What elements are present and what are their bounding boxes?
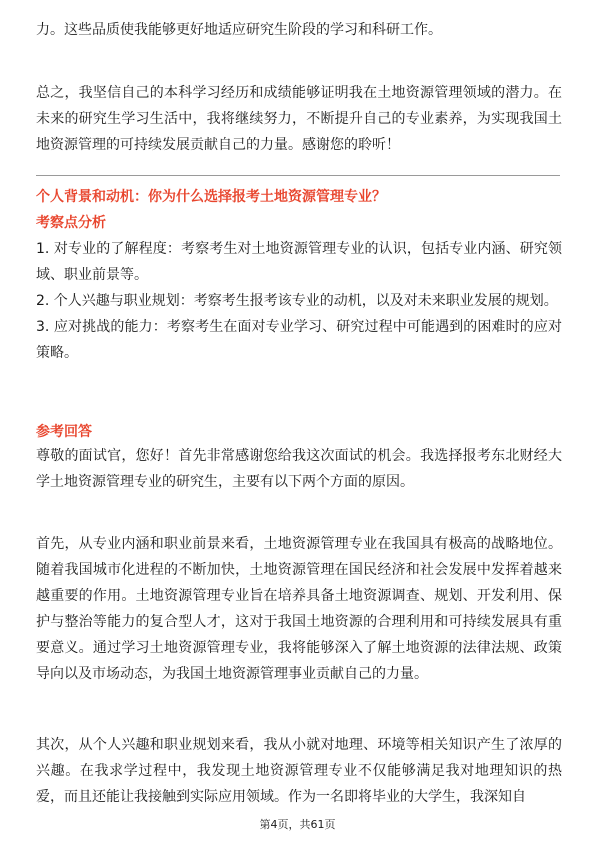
question-heading: 个人背景和动机：你为什么选择报考土地资源管理专业？ bbox=[36, 189, 386, 205]
intro-tail-paragraph: 力。这些品质使我能够更好地适应研究生阶段的学习和科研工作。 bbox=[36, 22, 442, 38]
page-number: 第4页，共61页 bbox=[259, 818, 336, 831]
points-heading: 考察点分析 bbox=[36, 215, 106, 231]
answer-paragraph: 尊敬的面试官，您好！首先非常感谢您给我这次面试的机会。我选择报考东北财经大学土地资源管理专业的研究生，主要有以下两个方面的原因。 bbox=[36, 448, 562, 490]
points-list bbox=[36, 236, 562, 366]
summary-paragraph: 总之，我坚信自己的本科学习经历和成绩能够证明我在土地资源管理领域的潜力。在未来的研究生学习生活中，我将继续努力，不断提升自己的专业素养，为实现我国土地资源管理的可持续发展贡献自己的力量。感谢您的聆听！ bbox=[36, 85, 562, 153]
answer-paragraph: 其次，从个人兴趣和职业规划来看，我从小就对地理、环境等相关知识产生了浓厚的兴趣。在我求学过程中，我发现土地资源管理专业不仅能够满足我对地理知识的热爱，而且还能让我接触到实际应用领域。作为一名即将毕业的大学生，我深知自 bbox=[36, 737, 562, 805]
answer-heading: 参考回答 bbox=[36, 424, 92, 440]
list-item: 3. 应对挑战的能力：考察考生在面对专业学习、研究过程中可能遇到的困难时的应对策略。 bbox=[36, 319, 562, 361]
list-item: 2. 个人兴趣与职业规划：考察考生报考该专业的动机，以及对未来职业发展的规划。 bbox=[36, 293, 558, 309]
list-item: 1. 对专业的了解程度：考察考生对土地资源管理专业的认识，包括专业内涵、研究领域、职业前景等。 bbox=[36, 241, 562, 283]
answer-paragraph: 首先，从专业内涵和职业前景来看，土地资源管理专业在我国具有极高的战略地位。随着我国城市化进程的不断加快，土地资源管理在国民经济和社会发展中发挥着越来越重要的作用。土地资源管理专业旨在培养具备土地资源调查、规划、开发利用、保护与整治等能力的复合型人才，这对于我国土地资源的合理利用和可持续发展具有重要意义。通过学习土地资源管理专业，我将能够深入了解土地资源的法律法规、政策导向以及市场动态，为我国土地资源管理事业贡献自己的力量。 bbox=[36, 536, 562, 682]
section-divider bbox=[36, 175, 560, 176]
